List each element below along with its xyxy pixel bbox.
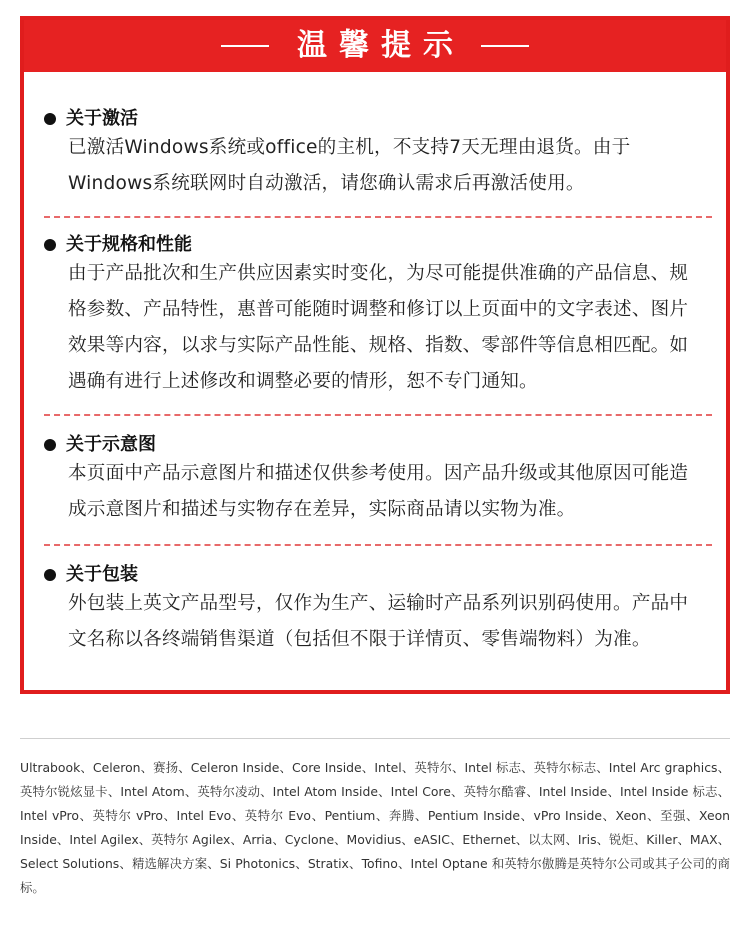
- footer-divider: [20, 738, 730, 739]
- section-heading: [44, 432, 156, 458]
- bullet-icon: [44, 569, 56, 581]
- section-body: 本页面中产品示意图片和描述仅供参考使用。因产品升级或其他原因可能造成示意图片和描述与实物存在差异，实际商品请以实物为准。: [68, 463, 689, 520]
- notice-header: [24, 20, 726, 72]
- section-heading: [44, 562, 138, 588]
- section-heading-text: 关于规格和性能: [66, 234, 192, 255]
- section-heading: [44, 232, 192, 258]
- section-divider: [44, 414, 712, 416]
- notice-title: 温馨提示: [297, 28, 465, 63]
- bullet-icon: [44, 439, 56, 451]
- section-divider: [44, 216, 712, 218]
- section-body: 已激活Windows系统或office的主机，不支持7天无理由退货。由于Windows系统联网时自动激活，请您确认需求后再激活使用。: [68, 137, 631, 194]
- section-heading-text: 关于示意图: [66, 434, 156, 455]
- bullet-icon: [44, 113, 56, 125]
- notice-card: [20, 16, 730, 694]
- header-rule-right: [481, 45, 529, 47]
- section-heading: [44, 106, 138, 132]
- section-body: 外包装上英文产品型号，仅作为生产、运输时产品系列识别码使用。产品中文名称以各终端销售渠道（包括但不限于详情页、零售端物料）为准。: [68, 593, 689, 650]
- section-divider: [44, 544, 712, 546]
- header-rule-left: [221, 45, 269, 47]
- section-heading-text: 关于激活: [66, 108, 138, 129]
- bullet-icon: [44, 239, 56, 251]
- trademark-disclaimer: Ultrabook、Celeron、赛扬、Celeron Inside、Core Inside、Intel、英特尔、Intel 标志、英特尔标志、Intel Arc graphics、英特尔锐炫显卡、Intel Atom、英特尔凌动、Intel Atom Inside、Intel Core、英特尔酷睿、Intel Inside、Intel Inside 标志、Intel vPro、英特尔 vPro、Intel Evo、英特尔 Evo、Pentium、奔腾、Pentium Inside、vPro Inside、Xeon、至强、Xeon Inside、Intel Agilex、英特尔 Agilex、Arria、Cyclone、Movidius、eASIC、Ethernet、以太网、Iris、锐炬、Killer、MAX、Select Solutions、精选解决方案、Si Photonics、Stratix、Tofino、Intel Optane 和英特尔傲腾是英特尔公司或其子公司的商标。: [20, 760, 730, 895]
- section-body: 由于产品批次和生产供应因素实时变化，为尽可能提供准确的产品信息、规格参数、产品特性，惠普可能随时调整和修订以上页面中的文字表述、图片效果等内容，以求与实际产品性能、规格、指数、零部件等信息相匹配。如遇确有进行上述修改和调整必要的情形，恕不专门通知。: [68, 263, 689, 392]
- section-heading-text: 关于包装: [66, 564, 138, 585]
